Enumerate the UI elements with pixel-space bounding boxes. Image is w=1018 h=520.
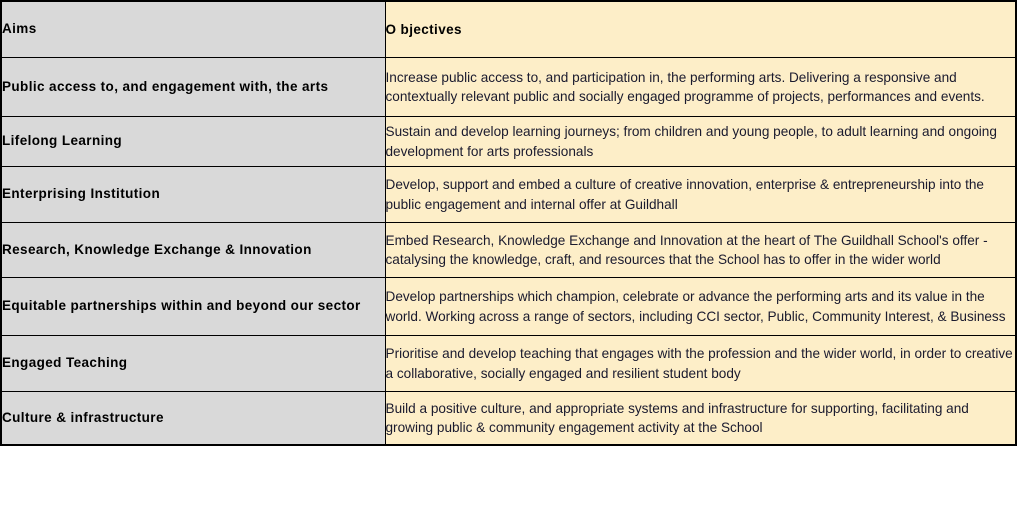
objective-cell-engaged-teaching: Prioritise and develop teaching that engages with the profession and the wider world, in order to creative a collaborative, socially engaged and resilient student body	[385, 336, 1016, 392]
table-row	[1, 392, 1016, 446]
table-row	[1, 117, 1016, 167]
table-row	[1, 223, 1016, 278]
objective-cell-enterprising-institution: Develop, support and embed a culture of creative innovation, enterprise & entrepreneurship into the public engagement and internal offer at Guildhall	[385, 167, 1016, 223]
aim-cell-research-knowledge-exchange: Research, Knowledge Exchange & Innovation	[1, 223, 385, 278]
table-header-row	[1, 1, 1016, 58]
table-body	[1, 1, 1016, 445]
table-row	[1, 167, 1016, 223]
aim-cell-culture-infrastructure: Culture & infrastructure	[1, 392, 385, 446]
objective-cell-public-access: Increase public access to, and participation in, the performing arts. Delivering a responsive and contextually relevant public and socially engaged programme of projects, performances and events.	[385, 58, 1016, 117]
objective-cell-research-knowledge-exchange: Embed Research, Knowledge Exchange and Innovation at the heart of The Guildhall School's offer - catalysing the knowledge, craft, and resources that the School has to offer in the wider world	[385, 223, 1016, 278]
table-row	[1, 336, 1016, 392]
aim-cell-public-access: Public access to, and engagement with, the arts	[1, 58, 385, 117]
aim-cell-enterprising-institution: Enterprising Institution	[1, 167, 385, 223]
column-header-objectives: O bjectives	[385, 1, 1016, 58]
aim-cell-equitable-partnerships: Equitable partnerships within and beyond our sector	[1, 278, 385, 336]
table-row	[1, 278, 1016, 336]
aim-cell-engaged-teaching: Engaged Teaching	[1, 336, 385, 392]
objective-cell-culture-infrastructure: Build a positive culture, and appropriate systems and infrastructure for supporting, facilitating and growing public & community engagement activity at the School	[385, 392, 1016, 446]
column-header-aims: Aims	[1, 1, 385, 58]
table-row	[1, 58, 1016, 117]
objective-cell-equitable-partnerships: Develop partnerships which champion, celebrate or advance the performing arts and its value in the world. Working across a range of sectors, including CCI sector, Public, Community Interest, & Business	[385, 278, 1016, 336]
aim-cell-lifelong-learning: Lifelong Learning	[1, 117, 385, 167]
objective-cell-lifelong-learning: Sustain and develop learning journeys; from children and young people, to adult learning and ongoing development for arts professionals	[385, 117, 1016, 167]
